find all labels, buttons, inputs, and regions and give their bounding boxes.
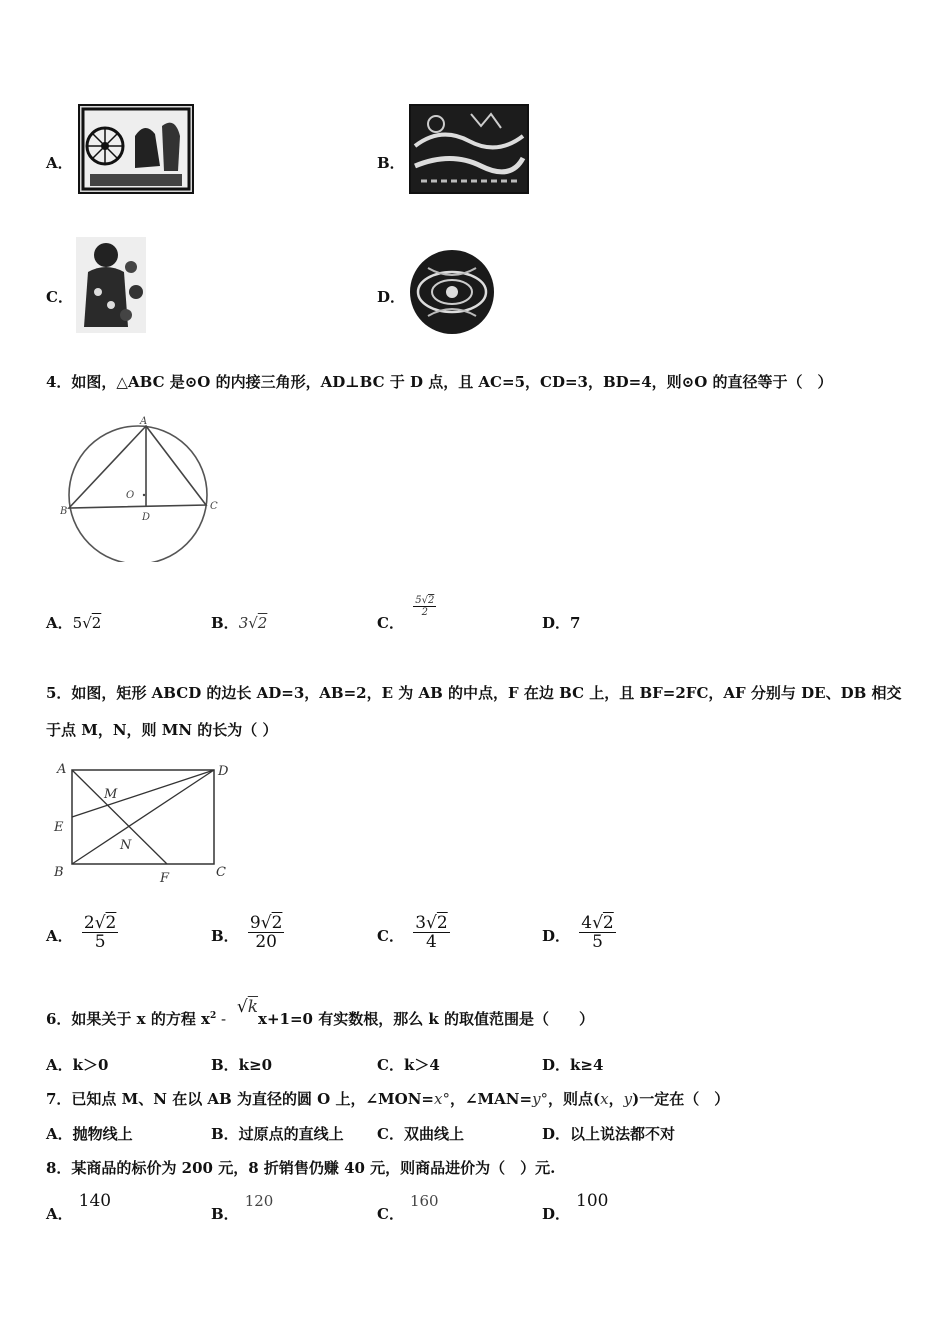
q3-option-b-image <box>409 104 529 194</box>
q5-label-f: F <box>160 871 170 886</box>
q3-option-a-label: A． <box>46 154 73 172</box>
q4-label-b: B <box>60 506 68 517</box>
q5-option-a: A． $\frac{2√2}{5}$ <box>46 913 117 952</box>
q7-option-d: D．以上说法都不对 <box>542 1125 676 1143</box>
q5-label-n: N <box>120 838 132 853</box>
q8-option-c: C．160 <box>377 1192 439 1223</box>
q8-option-d: D．100 <box>542 1191 609 1223</box>
q5-label-m: M <box>104 787 118 802</box>
q5-label-b: B <box>54 865 64 880</box>
q3-option-a-image <box>78 104 194 194</box>
q3-option-d-image <box>408 248 496 336</box>
q4-label-d: D <box>142 512 151 523</box>
q4-label-c: C <box>210 501 218 512</box>
q5-label-c: C <box>216 865 226 880</box>
q6-option-a: A．k＞0 <box>46 1056 109 1074</box>
q6-text: 6．如果关于 x 的方程 $x^2 - √kx+1=0$ 有实数根，那么 k 的取值范围是（ ） <box>46 997 595 1028</box>
q5-option-d: D． $\frac{4√2}{5}$ <box>542 913 614 952</box>
round-papercut-icon <box>408 248 496 336</box>
q3-option-b-label: B． <box>377 154 405 172</box>
q7-option-c: C．双曲线上 <box>377 1125 464 1143</box>
q4-option-a: A．5√2 <box>46 614 102 632</box>
q3-option-d-label: D． <box>377 288 406 306</box>
spinning-wheel-papercut-icon <box>80 106 192 192</box>
q7-text: 7．已知点 M、N 在以 AB 为直径的圆 O 上，∠MON=x°，∠MAN=y°，则点(x，y)一定在（ ） <box>46 1090 730 1108</box>
q4-option-b: B．3√2 <box>211 614 268 632</box>
q5-label-a: A <box>57 762 67 777</box>
q4-text: 4．如图，△ABC 是⊙O 的内接三角形，AD⊥BC 于 D 点，且 AC=5，CD=3，BD=4，则⊙O 的直径等于（ ） <box>46 373 833 391</box>
q4-option-d: D．7 <box>542 614 581 632</box>
q4-label-o: O <box>126 490 135 501</box>
q8-text: 8．某商品的标价为 200 元，8 折销售仍赚 40 元，则商品进价为（ ）元. <box>46 1159 556 1177</box>
q7-option-a: A．抛物线上 <box>46 1125 133 1143</box>
q8-option-a: A．140 <box>46 1191 112 1223</box>
q4-figure <box>60 412 230 562</box>
q4-option-c: C． $\frac{5√2}{2}$ <box>377 594 435 632</box>
q8-option-b: B．120 <box>211 1192 274 1223</box>
q5-text-line2: 于点 M，N，则 MN 的长为（ ） <box>46 721 278 739</box>
q6-option-c: C．k＞4 <box>377 1056 440 1074</box>
q5-label-d: D <box>218 764 229 779</box>
q7-option-b: B．过原点的直线上 <box>211 1125 344 1143</box>
q5-option-b: B． $\frac{9√2}{20}$ <box>211 913 283 952</box>
q6-option-d: D．k≥4 <box>542 1056 604 1074</box>
figure-papercut-icon <box>76 237 146 333</box>
q3-option-c-image <box>76 237 146 333</box>
rectangle-diagram <box>50 758 240 888</box>
q6-option-b: B．k≥0 <box>211 1056 273 1074</box>
q5-text-line1: 5．如图，矩形 ABCD 的边长 AD=3，AB=2，E 为 AB 的中点，F 在边 BC 上，且 BF=2FC，AF 分别与 DE、DB 相交 <box>46 684 902 702</box>
q3-option-c-label: C． <box>46 288 73 306</box>
q5-label-e: E <box>54 820 64 835</box>
circle-triangle-diagram <box>60 412 230 562</box>
q4-label-a: A <box>140 416 148 427</box>
q5-option-c: C． $\frac{3√2}{4}$ <box>377 913 448 952</box>
landscape-papercut-icon <box>411 106 527 192</box>
q5-figure <box>50 758 240 888</box>
